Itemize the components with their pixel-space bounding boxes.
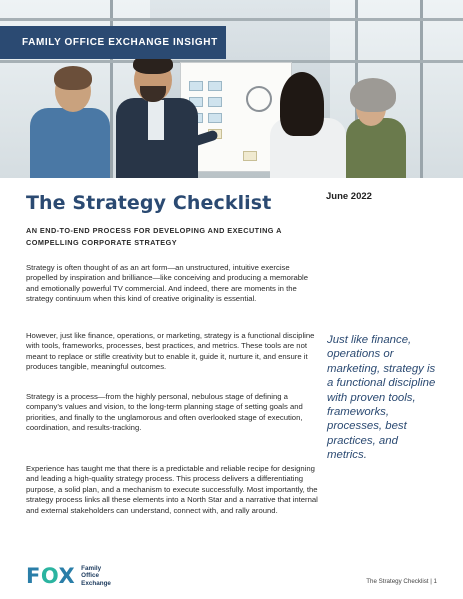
sticky-note xyxy=(243,151,257,161)
pull-quote: Just like finance, operations or marketing, strategy is a functional discipline with proven tools, frameworks, processes, best practices, and metrics. xyxy=(327,334,436,462)
logo-wordmark: Family Office Exchange xyxy=(81,565,111,587)
body-paragraph-1: Strategy is often thought of as an art form—an unstructured, intuitive exercise propelled by inspiration and brilliance—like conceiving and producing a memorable and emotionally powerful TV commercial. And indeed, there are moments in the strategy continuum when this kind of creative originality is essential. xyxy=(26,263,309,304)
whiteboard-diagram xyxy=(246,86,272,112)
sticky-note xyxy=(208,97,222,107)
insight-banner xyxy=(0,26,226,59)
window-frame xyxy=(420,0,423,178)
sticky-note xyxy=(208,113,222,123)
fox-logo xyxy=(26,564,111,588)
banner-label: FAMILY OFFICE EXCHANGE INSIGHT xyxy=(22,37,218,48)
publication-date: June 2022 xyxy=(326,191,372,202)
sticky-note xyxy=(189,81,203,91)
sticky-note xyxy=(208,81,222,91)
document-title: The Strategy Checklist xyxy=(26,192,272,214)
logo-mark: FOX xyxy=(26,564,76,588)
document-subtitle: AN END-TO-END PROCESS FOR DEVELOPING AND EXECUTING A COMPELLING CORPORATE STRATEGY xyxy=(26,226,282,247)
hero-photo xyxy=(0,0,463,178)
window-frame xyxy=(0,18,463,21)
body-paragraph-2: However, just like finance, operations, or marketing, strategy is a functional discipline with tools, frameworks, processes, best practices, and metrics. These tools are not meant to replace or stifle creativity but to enable it, guide it, nurture it, and ensure it produces tangible, meaningful outcomes. xyxy=(26,331,315,372)
body-paragraph-3: Strategy is a process—from the highly personal, nebulous stage of defining a company’s values and vision, to the long-term planning stage of setting goals and priorities, and finally to the unglamorous and often overlooked stage of execution, coordination, and results-tracking. xyxy=(26,392,303,433)
body-paragraph-4: Experience has taught me that there is a predictable and reliable recipe for designing and leading a high-quality strategy process. This process delivers a differentiating purpose, a solid plan, and a mechanism to execute successfully. Most importantly, the strategy process links all these elements into a North Star and a narrative that internal and external stakeholders can understand, connect with, and rally around. xyxy=(26,464,318,515)
page-footer: The Strategy Checklist | 1 xyxy=(366,578,437,585)
